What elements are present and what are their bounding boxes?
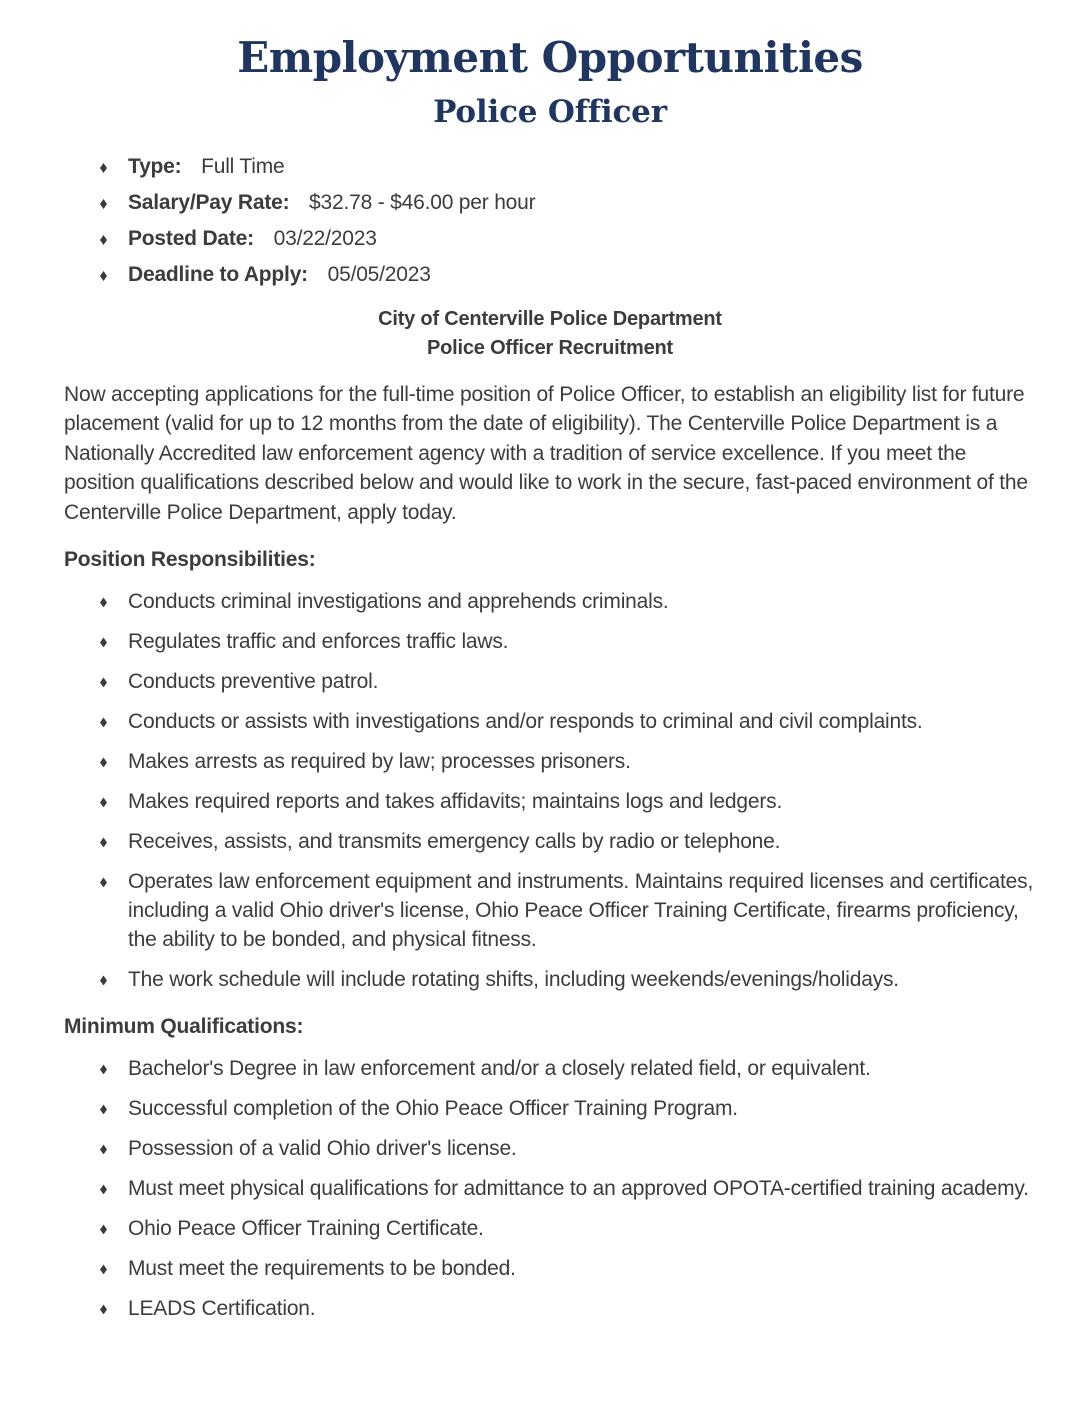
responsibility-text: The work schedule will include rotating shifts, including weekends/evenings/holidays. <box>128 968 899 992</box>
qualification-item <box>64 1174 1036 1203</box>
bullet-icon <box>100 975 107 985</box>
bullet-icon <box>100 163 107 173</box>
bullet-icon <box>100 199 107 209</box>
qualification-text: Bachelor's Degree in law enforcement and/or a closely related field, or equivalent. <box>128 1057 871 1081</box>
job-detail-value: $32.78 - $46.00 per hour <box>309 190 536 214</box>
department-name: City of Centerville Police Department <box>378 307 722 330</box>
qualification-item <box>64 1294 1036 1323</box>
responsibility-item <box>64 747 1036 776</box>
intro-paragraph: Now accepting applications for the full-time position of Police Officer, to establish an eligibility list for future placement (valid for up to 12 months from the date of eligibility). The Centerville Police Department is a Nationally Accredited law enforcement agency with a tradition of service excellence. If you meet the position qualifications described below and would like to work in the secure, fast-paced environment of the Centerville Police Department, apply today. <box>64 382 1028 524</box>
job-detail-type <box>64 153 1036 181</box>
qualification-text: Successful completion of the Ohio Peace Officer Training Program. <box>128 1097 738 1121</box>
bullet-icon <box>100 677 107 687</box>
responsibility-item <box>64 867 1036 954</box>
responsibility-text: Conducts criminal investigations and apprehends criminals. <box>128 590 669 614</box>
responsibility-text: Operates law enforcement equipment and instruments. Maintains required licenses and certificates, including a valid Ohio driver's license, Ohio Peace Officer Training Certificate, firearms proficiency, the ability to be bonded, and physical fitness. <box>128 870 1034 952</box>
responsibility-item <box>64 787 1036 816</box>
qualification-text: Must meet physical qualifications for admittance to an approved OPOTA-certified training academy. <box>128 1177 1029 1201</box>
qualification-item <box>64 1054 1036 1083</box>
job-details-list <box>64 153 1036 289</box>
recruitment-title: Police Officer Recruitment <box>427 336 673 359</box>
recruitment-header <box>64 305 1036 363</box>
responsibility-item <box>64 965 1036 994</box>
responsibility-text: Receives, assists, and transmits emergency calls by radio or telephone. <box>128 830 781 854</box>
responsibilities-list <box>64 587 1036 994</box>
responsibility-text: Conducts preventive patrol. <box>128 670 379 694</box>
qualification-item <box>64 1214 1036 1243</box>
bullet-icon <box>100 1184 107 1194</box>
job-detail-label: Type: <box>128 154 182 178</box>
qualifications-list <box>64 1054 1036 1323</box>
qualification-item <box>64 1254 1036 1283</box>
bullet-icon <box>100 837 107 847</box>
job-detail-label: Deadline to Apply: <box>128 262 308 286</box>
page-title: Employment Opportunities <box>237 33 863 82</box>
job-detail-salary <box>64 189 1036 217</box>
job-detail-value: 03/22/2023 <box>273 226 377 250</box>
responsibility-text: Makes arrests as required by law; processes prisoners. <box>128 750 631 774</box>
job-detail-value: Full Time <box>201 154 285 178</box>
bullet-icon <box>100 1224 107 1234</box>
responsibilities-heading: Position Responsibilities: <box>64 548 316 572</box>
job-detail-label: Salary/Pay Rate: <box>128 190 290 214</box>
responsibility-text: Regulates traffic and enforces traffic laws. <box>128 630 509 654</box>
responsibility-text: Makes required reports and takes affidavits; maintains logs and ledgers. <box>128 790 783 814</box>
qualification-text: Possession of a valid Ohio driver's license. <box>128 1137 517 1161</box>
responsibility-item <box>64 587 1036 616</box>
responsibility-item <box>64 827 1036 856</box>
qualification-text: LEADS Certification. <box>128 1297 316 1321</box>
qualification-item <box>64 1094 1036 1123</box>
bullet-icon <box>100 717 107 727</box>
bullet-icon <box>100 757 107 767</box>
bullet-icon <box>100 1064 107 1074</box>
bullet-icon <box>100 271 107 281</box>
bullet-icon <box>100 877 107 887</box>
bullet-icon <box>100 1264 107 1274</box>
job-detail-value: 05/05/2023 <box>327 262 431 286</box>
responsibility-text: Conducts or assists with investigations and/or responds to criminal and civil complaints. <box>128 710 923 734</box>
qualifications-heading: Minimum Qualifications: <box>64 1015 304 1039</box>
page-subtitle: Police Officer <box>433 94 667 131</box>
job-detail-posted-date <box>64 225 1036 253</box>
bullet-icon <box>100 597 107 607</box>
qualification-item <box>64 1134 1036 1163</box>
bullet-icon <box>100 797 107 807</box>
bullet-icon <box>100 1304 107 1314</box>
bullet-icon <box>100 1104 107 1114</box>
qualification-text: Ohio Peace Officer Training Certificate. <box>128 1217 484 1241</box>
job-detail-deadline <box>64 261 1036 289</box>
responsibility-item <box>64 667 1036 696</box>
bullet-icon <box>100 235 107 245</box>
responsibility-item <box>64 707 1036 736</box>
responsibility-item <box>64 627 1036 656</box>
bullet-icon <box>100 1144 107 1154</box>
bullet-icon <box>100 637 107 647</box>
job-detail-label: Posted Date: <box>128 226 254 250</box>
qualification-text: Must meet the requirements to be bonded. <box>128 1257 516 1281</box>
